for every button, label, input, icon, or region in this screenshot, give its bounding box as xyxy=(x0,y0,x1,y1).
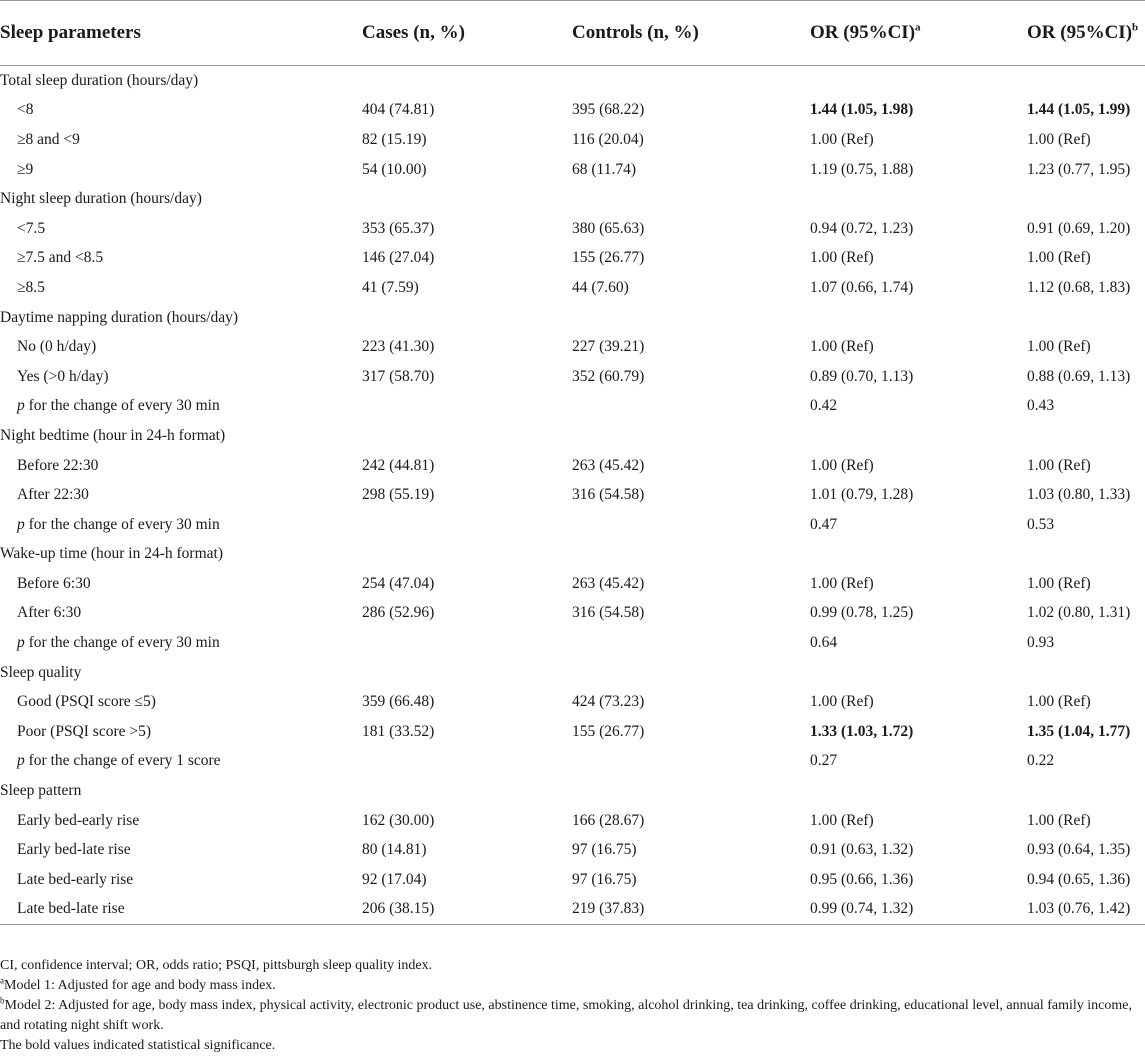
section-row xyxy=(0,184,1145,214)
section-row xyxy=(0,421,1145,451)
controls-cell: 219 (37.83) xyxy=(572,895,810,925)
cases-cell: 298 (55.19) xyxy=(362,486,435,504)
table-row xyxy=(0,451,1145,481)
section-row xyxy=(0,540,1145,570)
header-or-model2: OR $(95\%CI)^b$ xyxy=(1027,1,1145,66)
table-row xyxy=(0,687,1145,717)
or-model2-cell: 0.22 xyxy=(1027,752,1055,770)
or-model1-cell: 0.27 xyxy=(810,752,838,770)
table-row xyxy=(0,362,1145,392)
row-label: After 22:30 xyxy=(17,486,89,504)
or-model1-cell: 1.07 (0.66, 1.74) xyxy=(810,278,914,296)
controls-cell: 395 (68.22) xyxy=(572,101,645,119)
section-row xyxy=(0,303,1145,333)
table-row xyxy=(0,332,1145,362)
table-row xyxy=(0,480,1145,510)
row-label: ≥7.5 and <8.5 xyxy=(17,249,104,267)
section-label: Wake-up time (hour in 24-h format) xyxy=(0,545,224,563)
or-model2-cell: 1.00 (Ref) xyxy=(1027,574,1091,592)
or-model2-cell: 0.88 (0.69, 1.13) xyxy=(1027,367,1131,385)
controls-cell: 263 (45.42) xyxy=(572,456,645,474)
or-model1-cell: 0.42 xyxy=(810,397,838,415)
cases-cell: 317 (58.70) xyxy=(362,367,435,385)
or-model2-cell: 1.12 (0.68, 1.83) xyxy=(1027,278,1131,296)
controls-cell: 166 (28.67) xyxy=(572,811,645,829)
row-label: ≥9 xyxy=(17,160,34,178)
or-model1-cell: 1.00 (Ref) xyxy=(810,249,874,267)
controls-cell: 97 (16.75) xyxy=(572,841,637,859)
p-symbol: p xyxy=(17,752,25,770)
table-row xyxy=(0,806,1145,836)
cases-cell xyxy=(362,510,572,540)
row-label xyxy=(0,510,362,540)
row-label: Yes (>0 h/day) xyxy=(17,367,109,385)
header-controls: Controls (n, %) xyxy=(572,1,810,66)
p-value-row xyxy=(0,747,1145,777)
table-row xyxy=(0,214,1145,244)
header-cases: Cases (n, %) xyxy=(362,1,572,66)
cases-cell: 162 (30.00) xyxy=(362,811,435,829)
table-row xyxy=(0,96,1145,126)
cases-cell: 206 (38.15) xyxy=(362,895,572,925)
or-model2-cell: 0.93 xyxy=(1027,634,1055,652)
or-model2-cell: 1.23 (0.77, 1.95) xyxy=(1027,160,1131,178)
row-label: Early bed-early rise xyxy=(17,811,140,829)
table-row xyxy=(0,599,1145,629)
row-label: ≥8 and <9 xyxy=(17,130,80,148)
p-label-text: for the change of every 30 min xyxy=(24,634,220,652)
row-label: Good (PSQI score ≤5) xyxy=(17,693,156,711)
row-label: Before 22:30 xyxy=(17,456,99,474)
or-model1-cell: 1.33 (1.03, 1.72) xyxy=(810,722,914,740)
controls-cell: 116 (20.04) xyxy=(572,130,644,148)
cases-cell: 146 (27.04) xyxy=(362,249,435,267)
section-label: Sleep pattern xyxy=(0,782,82,800)
section-row xyxy=(0,658,1145,688)
or-model1-cell: 1.00 (Ref) xyxy=(810,130,874,148)
row-label: Early bed-late rise xyxy=(17,841,131,859)
section-label: Night sleep duration (hours/day) xyxy=(0,190,202,208)
section-row xyxy=(0,776,1145,806)
or-model1-cell: 1.01 (0.79, 1.28) xyxy=(810,486,914,504)
or-model1-cell: 1.00 (Ref) xyxy=(810,456,874,474)
or-model1-cell: 1.00 (Ref) xyxy=(810,811,874,829)
controls-cell: 44 (7.60) xyxy=(572,278,629,296)
or-model1-cell: 1.44 (1.05, 1.98) xyxy=(810,101,914,119)
or-model1-cell: 0.89 (0.70, 1.13) xyxy=(810,367,914,385)
cases-cell xyxy=(362,747,572,777)
table-row xyxy=(0,244,1145,274)
table-row xyxy=(0,717,1145,747)
row-label xyxy=(0,392,362,422)
table-row xyxy=(0,895,1145,925)
section-label: Sleep quality xyxy=(0,663,82,681)
row-label: Before 6:30 xyxy=(17,574,91,592)
or-model2-cell: 1.44 (1.05, 1.99) xyxy=(1027,101,1131,119)
row-label: Late bed-late rise xyxy=(0,895,362,925)
or-model2-cell: 0.94 (0.65, 1.36) xyxy=(1027,870,1131,888)
section-label: Night bedtime (hour in 24-h format) xyxy=(0,426,226,444)
or-model1-cell: 0.64 xyxy=(810,634,838,652)
or-model1-cell: 1.00 (Ref) xyxy=(810,338,874,356)
row-label: ≥8.5 xyxy=(17,278,45,296)
header-sleep-parameters: Sleep parameters xyxy=(0,1,362,66)
p-value-row xyxy=(0,628,1145,658)
p-symbol: p xyxy=(17,634,25,652)
controls-cell xyxy=(572,747,810,777)
cases-cell: 404 (74.81) xyxy=(362,101,435,119)
row-label xyxy=(0,628,362,658)
table-row xyxy=(0,273,1145,303)
footnote-model2: $^b$Model 2: Adjusted for age, body mass index, physical activity, electronic product use, abstinence time, smoking, alcohol drinking, tea drinking, coffee drinking, educational level, annual family income, and rotating night shift work. xyxy=(0,995,1132,1033)
cases-cell xyxy=(362,628,572,658)
p-value-row xyxy=(0,510,1145,540)
table-row xyxy=(0,125,1145,155)
row-label: After 6:30 xyxy=(17,604,82,622)
footnote-bold-values: The bold values indicated statistical significance. xyxy=(0,1038,276,1053)
or-model1-cell: 0.94 (0.72, 1.23) xyxy=(810,219,914,237)
or-model2-cell: 1.00 (Ref) xyxy=(1027,338,1091,356)
footnote-abbreviations: CI, confidence interval; OR, odds ratio; PSQI, pittsburgh sleep quality index. xyxy=(0,958,433,973)
or-model2-cell: 1.00 (Ref) xyxy=(1027,456,1091,474)
or-model2-cell: 0.53 xyxy=(1027,515,1055,533)
row-label: <8 xyxy=(17,101,34,119)
or-model2-cell: 1.00 (Ref) xyxy=(1027,811,1091,829)
section-row xyxy=(0,66,1145,96)
or-model2-cell: 0.43 xyxy=(1027,397,1055,415)
section-label: Total sleep duration (hours/day) xyxy=(0,71,199,89)
cases-cell: 41 (7.59) xyxy=(362,278,419,296)
table-footnotes xyxy=(0,956,1140,1056)
or-model2-cell: 1.00 (Ref) xyxy=(1027,693,1091,711)
controls-cell: 263 (45.42) xyxy=(572,574,645,592)
controls-cell: 316 (54.58) xyxy=(572,486,645,504)
cases-cell: 359 (66.48) xyxy=(362,693,435,711)
cases-cell: 54 (10.00) xyxy=(362,160,427,178)
footnote-model1: $^a$Model 1: Adjusted for age and body mass index. xyxy=(0,975,276,993)
controls-cell: 155 (26.77) xyxy=(572,722,645,740)
or-model2-cell: 0.91 (0.69, 1.20) xyxy=(1027,219,1131,237)
cases-cell: 82 (15.19) xyxy=(362,130,427,148)
header-or-model1: OR $(95\%CI)^a$ xyxy=(810,1,1027,66)
or-model1-cell: 1.00 (Ref) xyxy=(810,693,874,711)
p-value-row xyxy=(0,392,1145,422)
table-body xyxy=(0,66,1145,925)
header-row xyxy=(0,1,1145,66)
controls-cell: 380 (65.63) xyxy=(572,219,645,237)
or-model2-cell: 1.00 (Ref) xyxy=(1027,249,1091,267)
or-model1-cell: 0.99 (0.78, 1.25) xyxy=(810,604,914,622)
p-label-text: for the change of every 1 score xyxy=(24,752,221,770)
or-model2-cell: 1.02 (0.80, 1.31) xyxy=(1027,604,1131,622)
controls-cell: 155 (26.77) xyxy=(572,249,645,267)
cases-cell: 353 (65.37) xyxy=(362,219,435,237)
row-label: <7.5 xyxy=(17,219,46,237)
or-model1-cell: 0.95 (0.66, 1.36) xyxy=(810,870,914,888)
controls-cell: 352 (60.79) xyxy=(572,367,645,385)
controls-cell: 316 (54.58) xyxy=(572,604,645,622)
controls-cell: 424 (73.23) xyxy=(572,693,645,711)
p-label-text: for the change of every 30 min xyxy=(24,515,220,533)
or-model2-cell: 1.35 (1.04, 1.77) xyxy=(1027,722,1131,740)
or-model2-cell: 1.03 (0.80, 1.33) xyxy=(1027,486,1131,504)
cases-cell xyxy=(362,392,572,422)
or-model1-cell: 0.47 xyxy=(810,515,838,533)
table-header xyxy=(0,1,1145,66)
header-or-model2-footnote: b xyxy=(1132,21,1139,34)
or-model2-cell: 1.03 (0.76, 1.42) xyxy=(1027,895,1145,925)
controls-cell xyxy=(572,628,810,658)
p-label-text: for the change of every 30 min xyxy=(24,397,220,415)
controls-cell: 68 (11.74) xyxy=(572,160,636,178)
row-label: No (0 h/day) xyxy=(17,338,97,356)
cases-cell: 223 (41.30) xyxy=(362,338,435,356)
header-or-model1-footnote: a xyxy=(915,21,921,34)
or-model1-cell: 1.00 (Ref) xyxy=(810,574,874,592)
or-model1-cell: 0.99 (0.74, 1.32) xyxy=(810,895,1027,925)
cases-cell: 254 (47.04) xyxy=(362,574,435,592)
controls-cell: 227 (39.21) xyxy=(572,338,645,356)
or-model1-cell: 1.19 (0.75, 1.88) xyxy=(810,160,914,178)
p-symbol: p xyxy=(17,397,25,415)
cases-cell: 92 (17.04) xyxy=(362,870,427,888)
section-label: Daytime napping duration (hours/day) xyxy=(0,308,239,326)
table-row xyxy=(0,835,1145,865)
or-model1-cell: 0.91 (0.63, 1.32) xyxy=(810,841,914,859)
or-model2-cell: 1.00 (Ref) xyxy=(1027,130,1091,148)
p-symbol: p xyxy=(17,515,25,533)
table-row xyxy=(0,865,1145,895)
cases-cell: 80 (14.81) xyxy=(362,841,427,859)
controls-cell: 97 (16.75) xyxy=(572,870,637,888)
row-label: Poor (PSQI score >5) xyxy=(17,722,152,740)
cases-cell: 286 (52.96) xyxy=(362,604,435,622)
controls-cell xyxy=(572,392,810,422)
cases-cell: 181 (33.52) xyxy=(362,722,435,740)
table-row xyxy=(0,569,1145,599)
cases-cell: 242 (44.81) xyxy=(362,456,435,474)
controls-cell xyxy=(572,510,810,540)
row-label: Late bed-early rise xyxy=(17,870,134,888)
row-label xyxy=(0,747,362,777)
table-row xyxy=(0,155,1145,185)
or-model2-cell: 0.93 (0.64, 1.35) xyxy=(1027,841,1131,859)
